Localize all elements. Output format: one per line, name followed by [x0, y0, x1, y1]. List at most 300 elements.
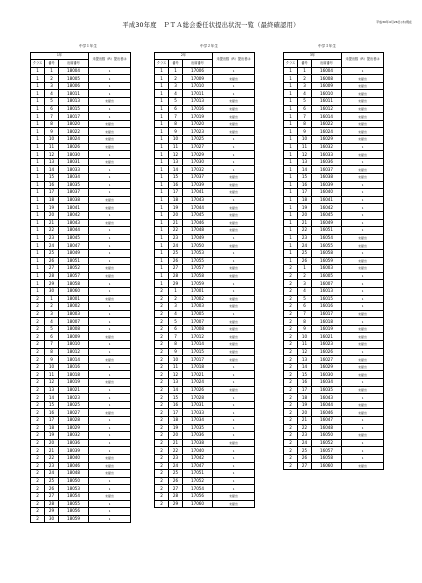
table-row [155, 492, 255, 500]
table-row [284, 120, 384, 128]
seat-number-cell: 18040 [59, 454, 89, 462]
table-row [155, 333, 255, 341]
status-cell: 未提出 [89, 454, 131, 462]
seat-number-cell: 16057 [312, 447, 342, 455]
class-cell: 2 [284, 447, 298, 455]
number-cell: 25 [298, 447, 312, 455]
table-row [31, 113, 131, 121]
class-cell: 1 [31, 136, 45, 144]
status-cell: 1 [89, 166, 131, 174]
class-cell: 1 [155, 113, 169, 121]
status-cell: 1 [213, 417, 255, 425]
status-header: 未提出数（R）提出者は [213, 52, 255, 67]
number-cell: 22 [169, 227, 183, 235]
class-cell: 1 [155, 151, 169, 159]
number-cell: 7 [169, 333, 183, 341]
seat-number-cell: 18029 [59, 424, 89, 432]
table-row [31, 265, 131, 273]
number-cell: 23 [169, 454, 183, 462]
number-cell: 5 [45, 325, 59, 333]
seat-number-cell: 17023 [183, 128, 213, 136]
table-row [155, 485, 255, 493]
status-cell: 未提出 [213, 303, 255, 311]
grade-label: 2年 [155, 52, 213, 60]
class-cell: 2 [155, 341, 169, 349]
seat-number-cell: 18047 [59, 242, 89, 250]
number-cell: 3 [169, 82, 183, 90]
seat-number-cell: 16004 [312, 67, 342, 75]
grade2-table [154, 52, 255, 509]
seat-number-cell: 17039 [183, 181, 213, 189]
table-header-row [284, 52, 384, 60]
seat-number-cell: 18002 [59, 303, 89, 311]
table-row [284, 280, 384, 288]
number-cell: 24 [169, 462, 183, 470]
class-cell: 1 [31, 90, 45, 98]
number-cell: 21 [45, 447, 59, 455]
table-row [31, 371, 131, 379]
status-cell: 1 [342, 424, 384, 432]
table-row [31, 363, 131, 371]
seat-number-cell: 18056 [59, 508, 89, 516]
status-cell: 未提出 [89, 356, 131, 364]
number-cell: 27 [45, 265, 59, 273]
status-cell: 1 [89, 90, 131, 98]
table-row [284, 401, 384, 409]
class-cell: 1 [31, 151, 45, 159]
table-row [31, 386, 131, 394]
number-cell: 24 [169, 242, 183, 250]
seat-number-cell: 17029 [183, 151, 213, 159]
class-cell: 2 [155, 356, 169, 364]
table-row [284, 318, 384, 326]
number-cell: 18 [169, 417, 183, 425]
number-cell: 3 [45, 310, 59, 318]
seat-number-cell: 16034 [312, 379, 342, 387]
table-row [31, 136, 131, 144]
status-cell: 1 [342, 417, 384, 425]
number-cell: 16 [45, 181, 59, 189]
status-cell: 未提出 [89, 143, 131, 151]
status-cell: 未提出 [89, 136, 131, 144]
table-row [284, 386, 384, 394]
seat-number-cell: 16008 [312, 75, 342, 83]
number-cell: 22 [45, 454, 59, 462]
number-cell: 13 [169, 379, 183, 387]
seat-number-cell: 18057 [59, 272, 89, 280]
status-cell: 1 [89, 234, 131, 242]
number-cell: 20 [298, 409, 312, 417]
class-cell: 1 [155, 196, 169, 204]
status-cell: 未提出 [213, 75, 255, 83]
status-cell: 未提出 [342, 371, 384, 379]
number-cell: 27 [298, 462, 312, 470]
seat-number-cell: 18044 [59, 227, 89, 235]
status-cell: 未提出 [213, 98, 255, 106]
table-row [155, 462, 255, 470]
table-row [155, 500, 255, 508]
table-row [284, 158, 384, 166]
status-cell: 未提出 [342, 75, 384, 83]
status-cell: 1 [89, 257, 131, 265]
table-row [284, 310, 384, 318]
status-cell: 未提出 [213, 242, 255, 250]
status-cell: 1 [89, 386, 131, 394]
table-row [31, 249, 131, 257]
seat-header: 出席番号 [59, 60, 89, 68]
number-cell: 19 [45, 432, 59, 440]
number-cell: 26 [169, 477, 183, 485]
table-row [284, 265, 384, 273]
class-cell: 1 [155, 189, 169, 197]
table-row [284, 211, 384, 219]
status-cell: 1 [342, 219, 384, 227]
class-cell: 1 [31, 181, 45, 189]
number-cell: 16 [169, 401, 183, 409]
number-cell: 26 [298, 454, 312, 462]
class-cell: 2 [284, 265, 298, 273]
number-cell: 11 [298, 143, 312, 151]
table-row [31, 303, 131, 311]
seat-number-cell: 16007 [312, 280, 342, 288]
number-cell: 10 [45, 136, 59, 144]
number-cell: 19 [169, 424, 183, 432]
table-row [155, 439, 255, 447]
class-cell: 1 [155, 166, 169, 174]
number-cell: 6 [169, 325, 183, 333]
status-cell: 1 [342, 249, 384, 257]
status-cell: 1 [89, 280, 131, 288]
status-cell: 未提出 [213, 189, 255, 197]
class-cell: 1 [284, 249, 298, 257]
number-cell: 10 [298, 136, 312, 144]
seat-number-cell: 16023 [312, 341, 342, 349]
table-row [155, 287, 255, 295]
status-cell: 未提出 [213, 113, 255, 121]
seat-number-cell: 18006 [59, 82, 89, 90]
seat-number-cell: 16047 [312, 417, 342, 425]
table-row [284, 181, 384, 189]
number-cell: 21 [169, 219, 183, 227]
class-cell: 2 [155, 401, 169, 409]
table-row [284, 439, 384, 447]
number-cell: 15 [298, 174, 312, 182]
seat-number-cell: 16032 [312, 143, 342, 151]
number-cell: 8 [45, 348, 59, 356]
grade1-heading: 中学１年生 [79, 44, 97, 48]
class-cell: 2 [155, 386, 169, 394]
number-header: 番号 [298, 60, 312, 68]
number-cell: 22 [298, 227, 312, 235]
class-cell: 1 [155, 211, 169, 219]
status-cell: 未提出 [342, 386, 384, 394]
status-cell: 1 [342, 295, 384, 303]
class-cell: 2 [284, 356, 298, 364]
status-cell: 1 [89, 227, 131, 235]
status-cell: 1 [213, 136, 255, 144]
class-cell: 1 [31, 234, 45, 242]
class-cell: 1 [284, 211, 298, 219]
seat-number-cell: 17032 [183, 166, 213, 174]
number-cell: 6 [169, 105, 183, 113]
table-row [284, 363, 384, 371]
status-cell: 未提出 [213, 341, 255, 349]
seat-number-cell: 16037 [312, 166, 342, 174]
status-cell: 1 [89, 401, 131, 409]
table-row [155, 280, 255, 288]
status-cell: 1 [342, 272, 384, 280]
class-cell: 1 [31, 174, 45, 182]
table-row [284, 242, 384, 250]
number-cell: 3 [169, 303, 183, 311]
table-row [284, 196, 384, 204]
grade3-table [283, 52, 384, 471]
seat-number-cell: 16044 [312, 401, 342, 409]
table-row [155, 227, 255, 235]
status-cell: 1 [89, 310, 131, 318]
status-cell: 未提出 [89, 409, 131, 417]
table-row [284, 234, 384, 242]
status-cell: 1 [89, 249, 131, 257]
table-row [155, 75, 255, 83]
status-cell: 1 [213, 462, 255, 470]
class-cell: 2 [31, 508, 45, 516]
seat-number-cell: 17031 [183, 401, 213, 409]
seat-number-cell: 17015 [183, 348, 213, 356]
status-cell: 1 [89, 485, 131, 493]
status-cell: 1 [89, 67, 131, 75]
status-cell: 1 [342, 439, 384, 447]
status-cell: 1 [213, 90, 255, 98]
class-cell: 1 [284, 67, 298, 75]
status-cell: 1 [342, 204, 384, 212]
number-cell: 18 [169, 196, 183, 204]
class-cell: 2 [31, 462, 45, 470]
table-row [31, 166, 131, 174]
table-row [155, 98, 255, 106]
number-cell: 16 [45, 409, 59, 417]
number-cell: 19 [45, 204, 59, 212]
seat-number-cell: 17035 [183, 424, 213, 432]
number-cell: 21 [298, 219, 312, 227]
number-cell: 14 [298, 363, 312, 371]
table-row [31, 181, 131, 189]
seat-number-cell: 18017 [59, 113, 89, 121]
status-cell: 未提出 [89, 272, 131, 280]
status-cell: 1 [89, 341, 131, 349]
seat-number-cell: 18033 [59, 166, 89, 174]
status-cell: 1 [89, 417, 131, 425]
status-cell: 未提出 [213, 325, 255, 333]
number-cell: 25 [45, 249, 59, 257]
seat-number-cell: 18019 [59, 379, 89, 387]
number-cell: 4 [169, 90, 183, 98]
status-cell: 1 [213, 363, 255, 371]
status-cell: 1 [89, 508, 131, 516]
seat-number-cell: 16009 [312, 82, 342, 90]
number-cell: 18 [45, 424, 59, 432]
table-row [284, 90, 384, 98]
class-cell: 1 [155, 105, 169, 113]
status-cell: 1 [213, 401, 255, 409]
class-cell: 1 [284, 82, 298, 90]
table-row [31, 67, 131, 75]
seat-number-cell: 17037 [183, 174, 213, 182]
number-cell: 4 [298, 287, 312, 295]
table-row [155, 90, 255, 98]
number-cell: 21 [45, 219, 59, 227]
seat-number-cell: 18022 [59, 128, 89, 136]
table-row [31, 310, 131, 318]
table-row [31, 394, 131, 402]
class-cell: 1 [284, 151, 298, 159]
seat-number-cell: 17051 [183, 470, 213, 478]
seat-number-cell: 16059 [312, 257, 342, 265]
table-row [284, 219, 384, 227]
seat-number-cell: 18052 [59, 265, 89, 273]
table-row [155, 432, 255, 440]
status-cell: 1 [213, 158, 255, 166]
number-cell: 1 [45, 67, 59, 75]
seat-number-cell: 17058 [183, 272, 213, 280]
status-cell: 未提出 [213, 181, 255, 189]
status-cell: 未提出 [342, 98, 384, 106]
table-row [284, 189, 384, 197]
number-cell: 7 [298, 113, 312, 121]
status-cell: 1 [213, 394, 255, 402]
table-row [31, 477, 131, 485]
seat-number-cell: 17014 [183, 341, 213, 349]
class-header: クラス [155, 60, 169, 68]
number-cell: 15 [45, 174, 59, 182]
status-cell: 1 [342, 227, 384, 235]
seat-number-cell: 16029 [312, 136, 342, 144]
number-cell: 13 [298, 158, 312, 166]
number-cell: 30 [45, 515, 59, 523]
seat-number-cell: 18009 [59, 333, 89, 341]
class-cell: 1 [284, 143, 298, 151]
status-cell: 未提出 [213, 439, 255, 447]
seat-number-cell: 17057 [183, 265, 213, 273]
number-cell: 24 [45, 242, 59, 250]
number-cell: 29 [45, 508, 59, 516]
status-cell: 1 [213, 249, 255, 257]
number-cell: 8 [169, 120, 183, 128]
class-cell: 2 [284, 454, 298, 462]
class-cell: 2 [155, 439, 169, 447]
grade1-table [30, 52, 131, 524]
number-cell: 26 [298, 257, 312, 265]
status-cell: 1 [342, 318, 384, 326]
status-cell: 未提出 [213, 227, 255, 235]
seat-number-cell: 18027 [59, 409, 89, 417]
class-cell: 2 [31, 379, 45, 387]
number-cell: 18 [298, 394, 312, 402]
class-cell: 2 [284, 318, 298, 326]
table-row [284, 447, 384, 455]
seat-number-cell: 18005 [59, 75, 89, 83]
class-cell: 2 [31, 515, 45, 523]
class-cell: 1 [284, 174, 298, 182]
class-cell: 1 [31, 105, 45, 113]
table-row [155, 234, 255, 242]
number-cell: 14 [45, 394, 59, 402]
seat-number-cell: 16010 [312, 90, 342, 98]
number-cell: 6 [298, 303, 312, 311]
seat-number-cell: 16040 [312, 189, 342, 197]
class-header: クラス [31, 60, 45, 68]
table-row [284, 75, 384, 83]
status-cell: 1 [342, 348, 384, 356]
table-row [31, 485, 131, 493]
class-cell: 2 [284, 341, 298, 349]
seat-number-cell: 18030 [59, 151, 89, 159]
table-row [155, 295, 255, 303]
status-cell: 未提出 [342, 151, 384, 159]
number-cell: 2 [169, 75, 183, 83]
seat-number-cell: 18021 [59, 386, 89, 394]
table-row [284, 417, 384, 425]
status-cell: 1 [213, 470, 255, 478]
class-cell: 2 [155, 325, 169, 333]
status-cell: 1 [342, 447, 384, 455]
number-cell: 23 [45, 462, 59, 470]
table-row [31, 424, 131, 432]
status-cell: 1 [213, 196, 255, 204]
number-cell: 10 [169, 356, 183, 364]
class-cell: 1 [284, 204, 298, 212]
seat-number-cell: 17036 [183, 432, 213, 440]
status-cell: 未提出 [213, 492, 255, 500]
seat-number-cell: 16036 [312, 158, 342, 166]
number-cell: 15 [298, 371, 312, 379]
seat-number-cell: 18003 [59, 310, 89, 318]
status-cell: 1 [89, 174, 131, 182]
class-cell: 2 [284, 333, 298, 341]
seat-number-cell: 18025 [59, 401, 89, 409]
table-row [31, 295, 131, 303]
status-cell: 未提出 [89, 219, 131, 227]
number-cell: 23 [298, 234, 312, 242]
number-cell: 30 [45, 287, 59, 295]
class-cell: 1 [155, 249, 169, 257]
number-cell: 22 [169, 447, 183, 455]
seat-number-cell: 18045 [59, 234, 89, 242]
status-cell: 未提出 [213, 174, 255, 182]
class-cell: 1 [31, 242, 45, 250]
seat-number-cell: 18015 [59, 105, 89, 113]
table-row [31, 143, 131, 151]
status-cell: 未提出 [342, 174, 384, 182]
seat-number-cell: 16013 [312, 287, 342, 295]
number-cell: 9 [169, 348, 183, 356]
seat-number-cell: 18014 [59, 356, 89, 364]
class-cell: 1 [155, 234, 169, 242]
status-cell: 未提出 [342, 120, 384, 128]
status-cell: 未提出 [342, 310, 384, 318]
status-cell: 1 [213, 143, 255, 151]
table-row [31, 90, 131, 98]
table-row [284, 371, 384, 379]
class-cell: 1 [155, 90, 169, 98]
class-cell: 1 [31, 211, 45, 219]
seat-number-cell: 17017 [183, 356, 213, 364]
class-cell: 1 [155, 128, 169, 136]
number-cell: 28 [45, 272, 59, 280]
number-cell: 15 [169, 174, 183, 182]
number-cell: 22 [298, 424, 312, 432]
table-row [155, 341, 255, 349]
